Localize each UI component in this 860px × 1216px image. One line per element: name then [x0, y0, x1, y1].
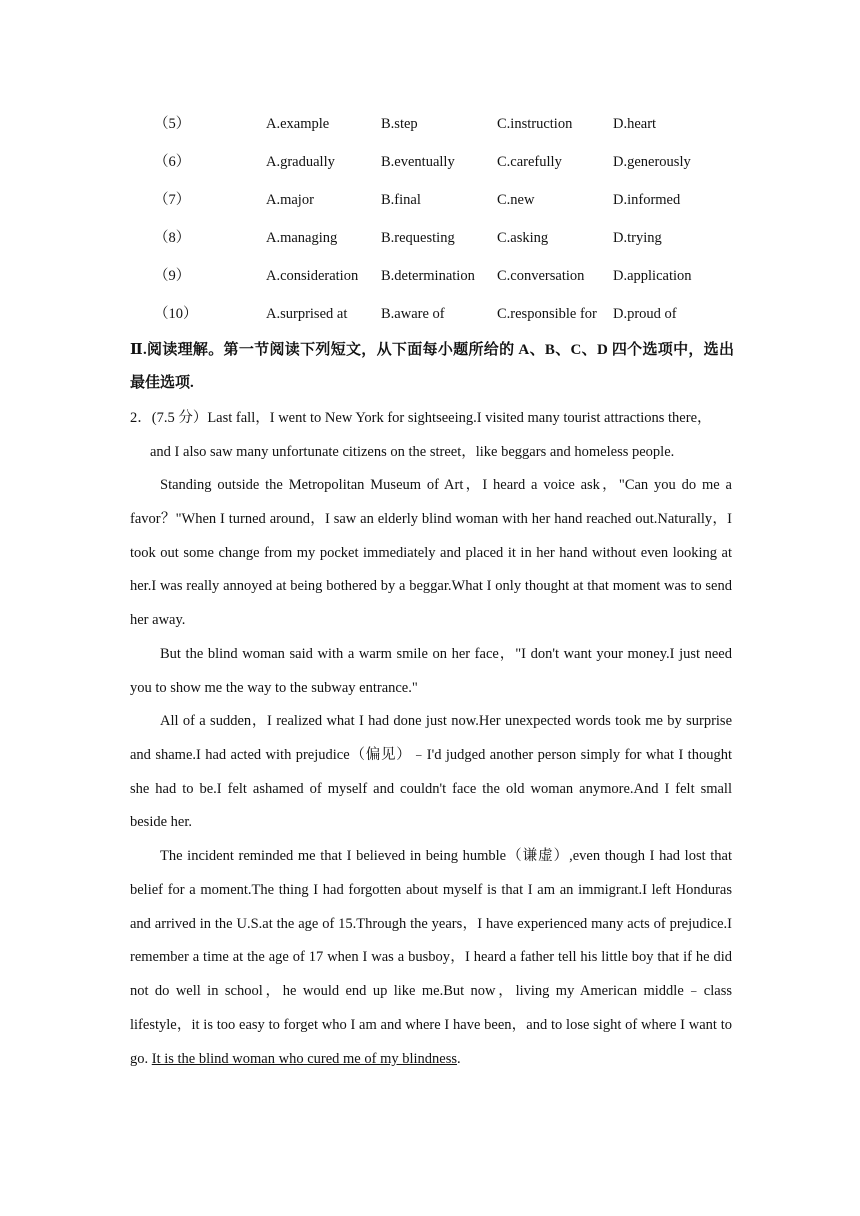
option-row-6 [0, 150, 860, 174]
option-d: D.trying [613, 230, 662, 246]
option-b: B.aware of [381, 306, 445, 322]
option-d: D.informed [613, 192, 681, 208]
option-row-10 [0, 302, 860, 326]
option-c: C.instruction [497, 116, 573, 132]
question-intro-line-1: 2．(7.5 分）Last fall，I went to New York for sightseeing.I visited many tourist attractions there， [130, 410, 712, 426]
option-b: B.eventually [381, 154, 455, 170]
option-c: C.responsible for [497, 306, 597, 322]
option-d: D.proud of [613, 306, 677, 322]
option-a: A.consideration [266, 268, 359, 284]
paragraph-2: But the blind woman said with a warm smile on her face，"I don't want your money.I just need you to show me the way to the subway entrance." [130, 646, 732, 696]
option-a: A.gradually [266, 154, 335, 170]
paragraph-1: Standing outside the Metropolitan Museum of Art，I heard a voice ask，"Can you do me a favor？"When I turned around，I saw an elderly blind woman with her hand reached out.Naturally，I took out some change from my pocket immediately and placed it in her hand without even looking at her.I was really annoyed at being bothered by a beggar.What I only thought at that moment was to send her away. [130, 477, 732, 629]
paragraph-4 [130, 840, 732, 1077]
question-number: （5） [154, 116, 191, 132]
option-b: B.determination [381, 268, 475, 284]
question-number: （9） [154, 268, 191, 284]
paragraph-4-text: The incident reminded me that I believed in being humble（谦虚）,even though I had lost that belief for a moment.The thing I had forgotten about myself is that I am an immigrant.I left Honduras and arrived in the U.S.at the age of 15.Through the years，I have experienced many acts of prejudice.I remember a time at the age of 17 when I was a busboy，I heard a father tell his little boy that if he did not do well in school，he would end up like me.But now，living my American middle﹣class lifestyle，it is too easy to forget who I am and where I have been，and to lose sight of where I want to go. [130, 848, 732, 1067]
option-a: A.example [266, 116, 330, 132]
paragraph-3: All of a sudden，I realized what I had done just now.Her unexpected words took me by surprise and shame.I had acted with prejudice（偏见）﹣I'd judged another person simply for what I thought she had to be.I felt ashamed of myself and couldn't face the old woman anymore.And I felt small beside her. [130, 713, 732, 831]
option-c: C.new [497, 192, 535, 208]
option-d: D.application [613, 268, 692, 284]
option-row-5 [0, 112, 860, 136]
underlined-sentence: It is the blind woman who cured me of my blindness [151, 1050, 458, 1067]
option-a: A.surprised at [266, 306, 348, 322]
option-row-7 [0, 188, 860, 212]
option-c: C.carefully [497, 154, 562, 170]
option-c: C.asking [497, 230, 549, 246]
option-row-8 [0, 226, 860, 250]
option-a: A.managing [266, 230, 338, 246]
option-a: A.major [266, 192, 314, 208]
option-d: D.generously [613, 154, 691, 170]
paragraph-4-end: . [457, 1050, 461, 1067]
option-row-9 [0, 264, 860, 288]
section-heading: Ⅱ.阅读理解。第一节阅读下列短文，从下面每小题所给的 A、B、C、D 四个选项中，选出最佳选项. [130, 342, 734, 391]
option-b: B.final [381, 192, 421, 208]
question-number: （10） [154, 306, 198, 322]
question-number: （7） [154, 192, 191, 208]
question-number: （8） [154, 230, 191, 246]
option-d: D.heart [613, 116, 657, 132]
question-number: （6） [154, 154, 191, 170]
question-intro-line-2: and I also saw many unfortunate citizens on the street，like beggars and homeless people. [150, 444, 675, 460]
option-c: C.conversation [497, 268, 585, 284]
option-b: B.requesting [381, 230, 455, 246]
option-b: B.step [381, 116, 418, 132]
